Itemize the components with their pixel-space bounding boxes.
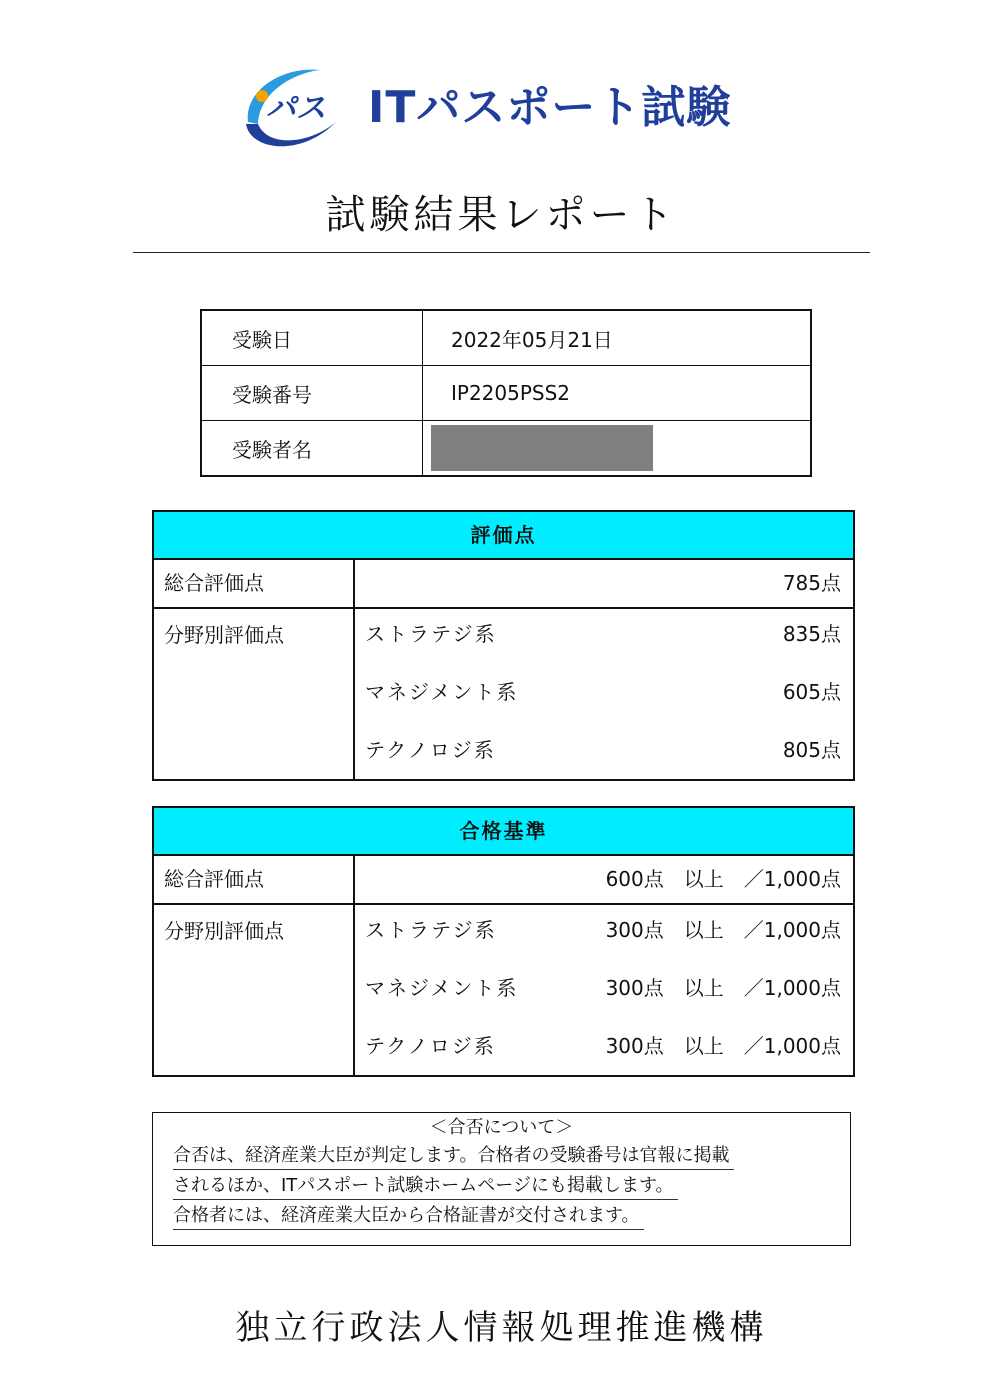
organization-name: 独立行政法人情報処理推進機構 <box>235 1308 768 1348</box>
criteria-field-label: 分野別評価点 <box>154 905 355 1075</box>
criteria-total-value: 600点 以上 ／1,000点 <box>605 867 841 891</box>
logo-mark-text: パス <box>266 91 326 126</box>
criteria-field-management <box>365 973 841 1003</box>
examinee-name-value <box>423 421 812 477</box>
note-line: 合否は、経済産業大臣が判定します。合格者の受験番号は官報に掲載 <box>173 1143 734 1170</box>
field-name: ストラテジ系 <box>365 918 497 942</box>
scores-field-strategy <box>365 619 841 649</box>
field-score: 835点 <box>782 622 841 646</box>
criteria-table <box>152 806 855 1077</box>
note-line: 合格者には、経済産業大臣から合格証書が交付されます。 <box>173 1203 644 1230</box>
criteria-field-strategy <box>365 915 841 945</box>
page-title: 試験結果レポート <box>325 192 678 238</box>
pass-logo-icon <box>240 62 340 154</box>
field-criterion: 300点 以上 ／1,000点 <box>605 976 841 1000</box>
exam-info-table <box>200 309 812 477</box>
field-criterion: 300点 以上 ／1,000点 <box>605 918 841 942</box>
field-name: ストラテジ系 <box>365 622 497 646</box>
scores-table <box>152 510 855 781</box>
criteria-total-row <box>154 856 853 905</box>
title-divider <box>133 252 870 253</box>
scores-field-label: 分野別評価点 <box>154 609 355 779</box>
field-score: 605点 <box>782 680 841 704</box>
field-name: テクノロジ系 <box>365 1034 496 1058</box>
redacted-name-block <box>431 425 653 471</box>
field-criterion: 300点 以上 ／1,000点 <box>605 1034 841 1058</box>
logo-text: ITパスポート試験 <box>368 82 732 133</box>
scores-field-management <box>365 677 841 707</box>
exam-number-row <box>201 366 811 421</box>
field-score: 805点 <box>782 738 841 762</box>
it-passport-logo <box>240 62 760 154</box>
note-title: ＜合否について＞ <box>429 1117 574 1138</box>
exam-date-label: 受験日 <box>201 310 423 366</box>
scores-total-value: 785点 <box>782 571 841 595</box>
criteria-total-label: 総合評価点 <box>154 856 355 903</box>
criteria-field-technology <box>365 1031 841 1061</box>
field-name: マネジメント系 <box>365 680 519 704</box>
exam-date-value: 2022年05月21日 <box>423 310 812 366</box>
scores-field-technology <box>365 735 841 765</box>
exam-date-row <box>201 310 811 366</box>
exam-number-label: 受験番号 <box>201 366 423 421</box>
exam-number-value: IP2205PSS2 <box>423 366 812 421</box>
field-name: マネジメント系 <box>365 976 519 1000</box>
criteria-header: 合格基準 <box>154 808 853 856</box>
scores-total-row <box>154 560 853 609</box>
scores-header: 評価点 <box>154 512 853 560</box>
pass-fail-note <box>152 1112 851 1246</box>
field-name: テクノロジ系 <box>365 738 496 762</box>
scores-field-row <box>154 609 853 779</box>
examinee-name-row <box>201 421 811 477</box>
scores-total-label: 総合評価点 <box>154 560 355 607</box>
note-line: されるほか、ITパスポート試験ホームページにも掲載します。 <box>173 1173 678 1200</box>
criteria-field-row <box>154 905 853 1075</box>
examinee-name-label: 受験者名 <box>201 421 423 477</box>
